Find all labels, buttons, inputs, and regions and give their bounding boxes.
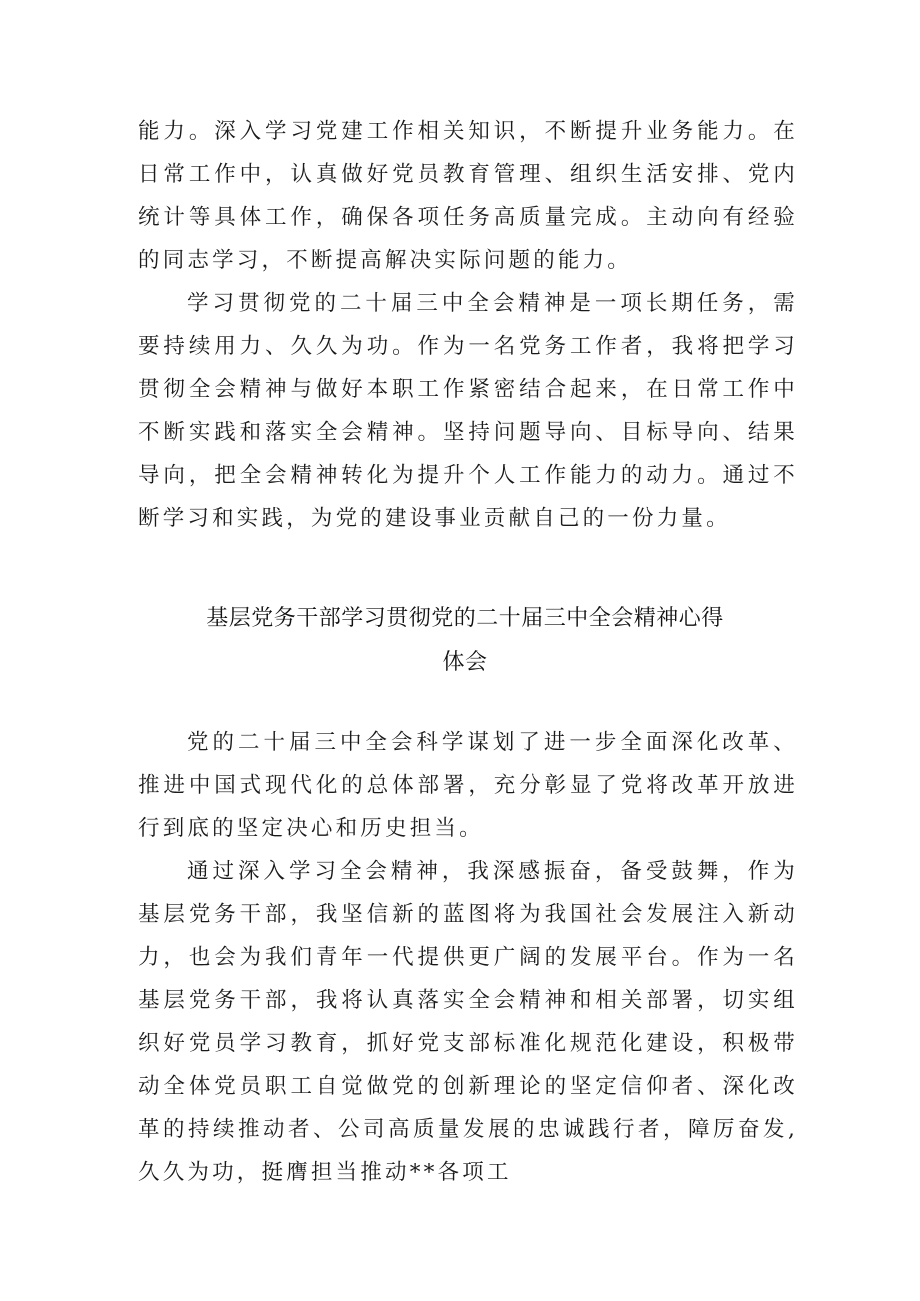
paragraph-study-reflection: 通过深入学习全会精神，我深感振奋，备受鼓舞，作为基层党务干部，我坚信新的蓝图将为我国社会发展注入新动力，也会为我们青年一代提供更广阔的发展平台。作为一名基层党务干部，我将认真落实全会精神和相关部署，切实组织好党员学习教育，抓好党支部标准化规范化建设，积极带动全体党员职工自觉做党的创新理论的坚定信仰者、深化改革的持续推动者、公司高质量发展的忠诚践行者，障厉奋发,久久为功，挺膺担当推动**各项工 [138, 859, 798, 1185]
paragraph-plenum-intro: 党的二十届三中全会科学谋划了进一步全面深化改革、推进中国式现代化的总体部署，充分彰显了党将改革开放进行到底的坚定决心和历史担当。 [138, 730, 798, 841]
paragraph-continued: 能力。深入学习党建工作相关知识，不断提升业务能力。在日常工作中，认真做好党员教育管理、组织生活安排、党内统计等具体工作，确保各项任务高质量完成。主动向有经验的同志学习，不断提高解决实际问题的能力。 [138, 119, 798, 273]
body-section-top [138, 110, 798, 540]
paragraph-long-term-task: 学习贯彻党的二十届三中全会精神是一项长期任务，需要持续用力、久久为功。作为一名党务工作者，我将把学习贯彻全会精神与做好本职工作紧密结合起来，在日常工作中不断实践和落实全会精神。坚持问题导向、目标导向、结果导向，把全会精神转化为提升个人工作能力的动力。通过不断学习和实践，为党的建设事业贡献自己的一份力量。 [138, 291, 798, 531]
article-title-line-1: 基层党务干部学习贯彻党的二十届三中全会精神心得 [206, 606, 724, 631]
body-section-bottom [138, 721, 798, 1194]
article-title [160, 597, 770, 685]
article-title-line-2: 体会 [442, 650, 488, 675]
